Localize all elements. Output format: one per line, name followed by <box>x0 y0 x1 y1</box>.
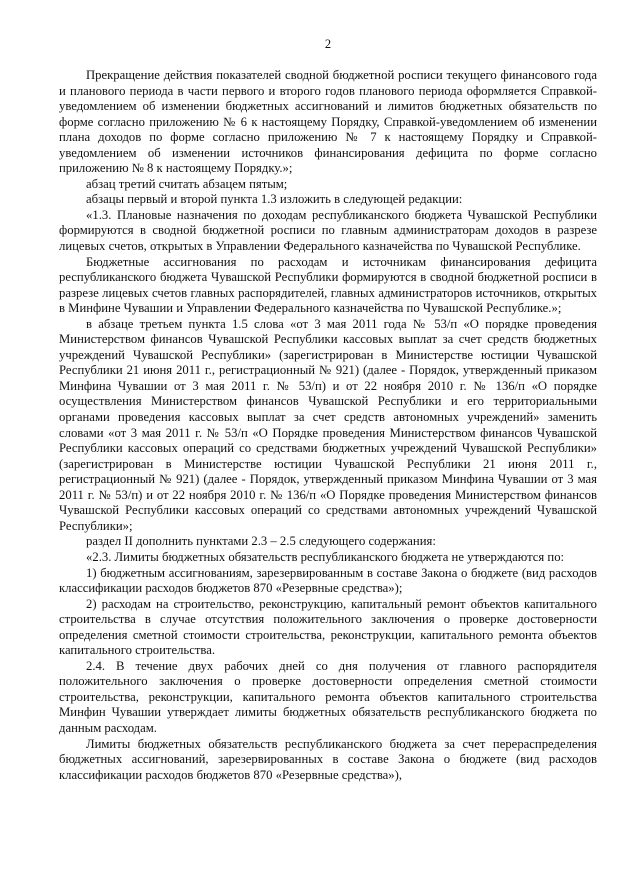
paragraph-item-2-4: 2.4. В течение двух рабочих дней со дня получения от главного распорядителя положительного заключения о проверке достоверности определения сметной стоимости строительства, реконструкции, капитального ремонта объектов капитального строительства Минфин Чувашии утверждает лимиты бюджетных обязательств республиканского бюджета по данным расходам. <box>59 658 597 735</box>
paragraph-section-2-intro: раздел II дополнить пунктами 2.3 – 2.5 следующего содержания: <box>86 534 436 549</box>
paragraph-renumbering: абзац третий считать абзацем пятым; <box>86 176 288 191</box>
paragraph-budget-allocations: Бюджетные ассигнования по расходам и источникам финансирования дефицита республиканского бюджета Чувашской Республики формируются в сводной бюджетной росписи в разрезе лицевых счетов главных распорядителей, главных администраторов источников, открытых в Минфине Чувашии и Управлении Федерального казначейства по Чувашской Республике.»; <box>59 254 597 316</box>
paragraph-item-1-5: в абзаце третьем пункта 1.5 слова «от 3 мая 2011 года № 53/п «О порядке проведения Министерством финансов Чувашской Республики кассовых выплат за счет средств бюджетных учреждений Чувашской Республики» (зарегистрирован в Министерстве юстиции Чувашской Республики 21 июня 2011 г., регистрационный № 921) (далее - Порядок, утвержденный приказом Минфина Чувашии от 3 мая 2011 г. № 53/п) и от 22 ноября 2010 г. № 136/п «О порядке осуществления Министерством финансов Чувашской Республики и его территориальными органами проведения кассовых выплат за счет средств автономных учреждений» заменить словами «от 3 мая 2011 г. № 53/п «О Порядке проведения Министерством финансов Чувашской Республики кассовых операций со средствами бюджетных учреждений Чувашской Республики» (зарегистрирован в Министерстве юстиции Чувашской Республики 21 июня 2011 г., регистрационный № 921) (далее - Порядок, утвержденный приказом Минфина Чувашии от 3 мая 2011 г. № 53/п) и от 22 ноября 2010 г. № 136/п «О Порядке проведения Министерством финансов Чувашской Республики кассовых операций со средствами автономных учреждений Чувашской Республики»; <box>59 316 597 533</box>
page-number: 2 <box>324 37 332 51</box>
paragraph-item-2-3: «2.3. Лимиты бюджетных обязательств республиканского бюджета не утверждаются по: <box>86 549 565 564</box>
paragraph-reporting-forms: Прекращение действия показателей сводной бюджетной росписи текущего финансового года и планового периода в части первого и второго годов планового периода оформляется Справкой-уведомлением об изменении бюджетных ассигнований и лимитов бюджетных обязательств по форме согласно приложению № 6 к настоящему Порядку, Справкой-уведомлением об изменении плана доходов по форме согласно приложению № 7 к настоящему Порядку и Справкой-уведомлением об изменении источников финансирования дефицита по форме согласно приложению № 8 к настоящему Порядку.»; <box>59 68 597 176</box>
paragraph-item-1-3: «1.3. Плановые назначения по доходам республиканского бюджета Чувашской Республики формируются в сводной бюджетной росписи по главным администраторам доходов в разрезе лицевых счетов, открытых в Управлении Федерального казначейства по Чувашской Республике. <box>59 207 597 254</box>
paragraph-item-2-3-1: 1) бюджетным ассигнованиям, зарезервированным в составе Закона о бюджете (вид расходов классификации расходов бюджетов 870 «Резервные средства»); <box>59 565 597 596</box>
paragraph-item-2-3-2: 2) расходам на строительство, реконструкцию, капитальный ремонт объектов капитального строительства в случае отсутствия положительного заключения о проверке достоверности определения сметной стоимости строительства, реконструкции, капитального ремонта объектов капитального строительства. <box>59 596 597 658</box>
paragraph-limits-redistribution: Лимиты бюджетных обязательств республиканского бюджета за счет перераспределения бюджетных ассигнований, зарезервированных в составе Закона о бюджете (вид расходов классификации расходов бюджетов 870 «Резервные средства»), <box>59 736 597 782</box>
document-page <box>59 36 597 783</box>
paragraph-item-1-3-intro: абзацы первый и второй пункта 1.3 изложить в следующей редакции: <box>86 192 463 207</box>
